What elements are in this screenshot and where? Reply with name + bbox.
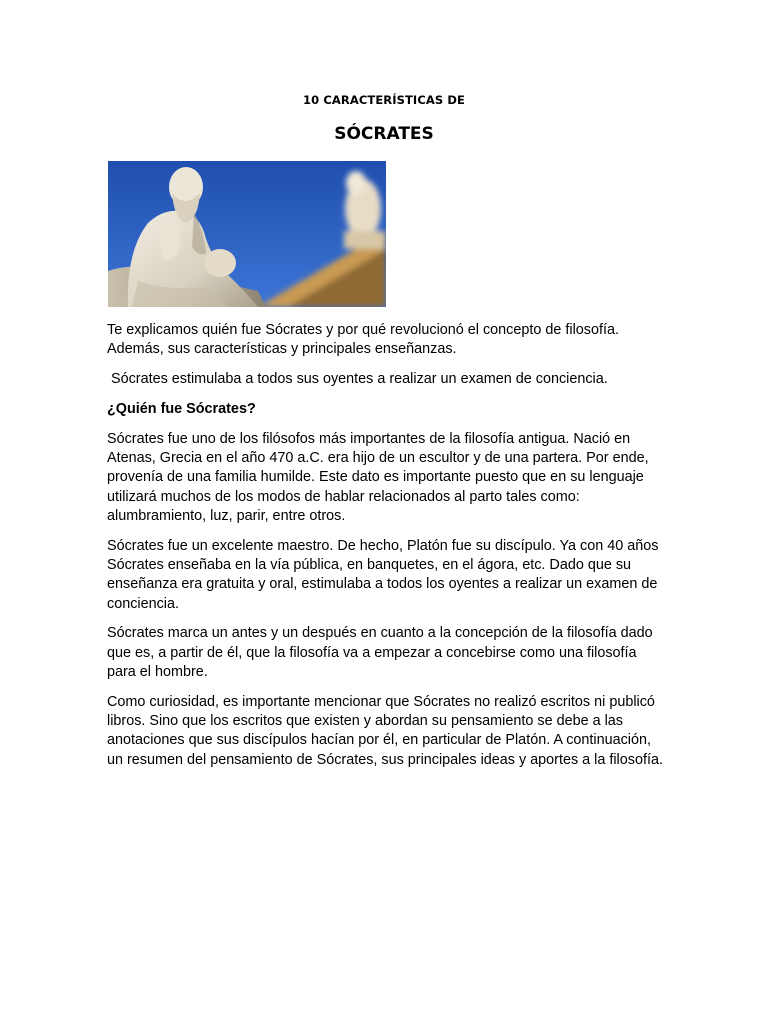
socrates-statue-image bbox=[108, 161, 386, 307]
body-paragraph: Sócrates fue uno de los filósofos más importantes de la filosofía antigua. Nació en Atenas, Grecia en el año 470 a.C. era hijo de un escultor y de una partera. Por ende, provenía de una familia humilde. Este dato es importante puesto que en su lenguaje utilizará muchos de los modos de hablar relacionados al parto tales como: alumbramiento, luz, parir, entre otros. bbox=[107, 430, 649, 524]
body-paragraph: Como curiosidad, es importante mencionar que Sócrates no realizó escritos ni publicó libros. Sino que los escritos que existen y abordan su pensamiento se debe a las anotaciones que sus discípulos hacían por él, en particular de Platón. A continuación, un resumen del pensamiento de Sócrates, sus principales ideas y aportes a la filosofía. bbox=[107, 693, 663, 768]
document-body bbox=[107, 321, 667, 780]
document-supertitle: 10 CARACTERÍSTICAS DE bbox=[303, 93, 465, 107]
document-title: SÓCRATES bbox=[334, 124, 434, 144]
body-paragraph: Sócrates fue un excelente maestro. De hecho, Platón fue su discípulo. Ya con 40 años Sócrates enseñaba en la vía pública, en banquetes, en el ágora, etc. Dado que su enseñanza era gratuita y oral, estimulaba a todos los oyentes a realizar un examen de conciencia. bbox=[107, 537, 659, 612]
intro-paragraph: Te explicamos quién fue Sócrates y por qué revolucionó el concepto de filosofía. Además, sus características y principales enseñanzas. bbox=[107, 322, 619, 358]
highlight-paragraph: Sócrates estimulaba a todos sus oyentes a realizar un examen de conciencia. bbox=[111, 371, 608, 388]
body-paragraph: Sócrates marca un antes y un después en cuanto a la concepción de la filosofía dado que es, a partir de él, que la filosofía va a empezar a concebirse como una filosofía para el hombre. bbox=[107, 625, 653, 680]
section-heading: ¿Quién fue Sócrates? bbox=[107, 400, 256, 417]
